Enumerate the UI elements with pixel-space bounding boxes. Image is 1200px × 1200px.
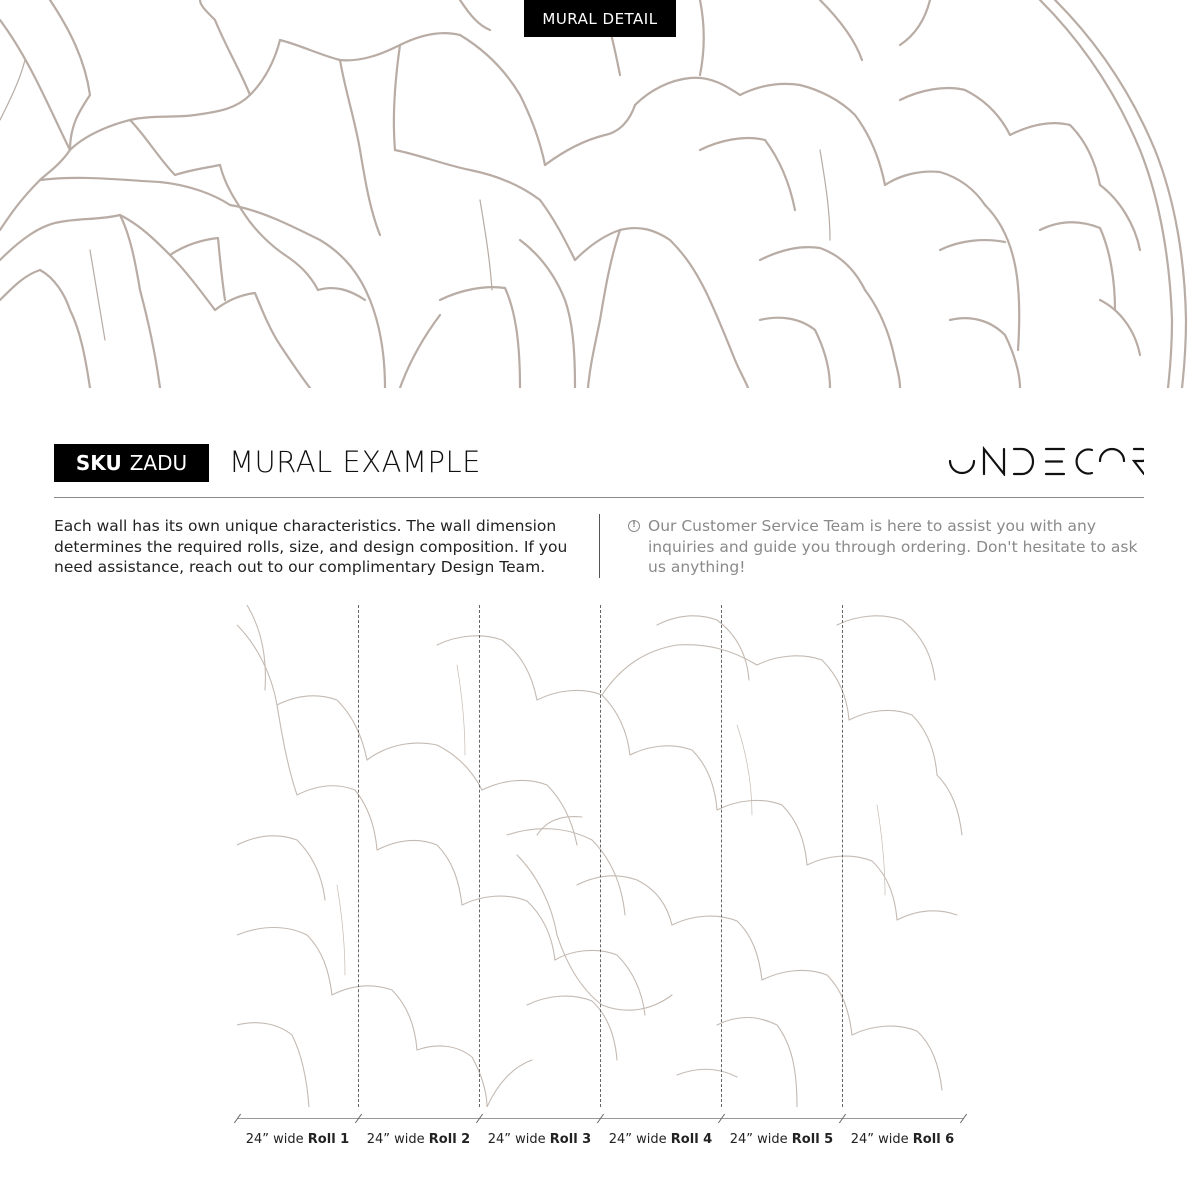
product-header: [54, 444, 1144, 498]
ondecor-logo-icon: [948, 446, 1144, 476]
roll-seam: [479, 605, 480, 1107]
roll-width: 24” wide: [850, 1132, 909, 1147]
sku-value: ZADU: [129, 451, 188, 475]
roll-label-2: [358, 1132, 479, 1147]
roll-name: Roll 6: [912, 1132, 955, 1147]
page-title: MURAL EXAMPLE: [229, 445, 481, 479]
brand-logo: [948, 446, 1144, 480]
mural-detail-badge: MURAL DETAIL: [524, 0, 676, 37]
roll-name: Roll 5: [791, 1132, 834, 1147]
roll-name: Roll 4: [670, 1132, 713, 1147]
mural-detail-image: [0, 0, 1200, 388]
roll-width: 24” wide: [245, 1132, 304, 1147]
info-circle-icon: !: [628, 520, 640, 532]
roll-seam: [358, 605, 359, 1107]
roll-label-6: [842, 1132, 963, 1147]
sku-label: SKU: [75, 451, 122, 475]
roll-width: 24” wide: [729, 1132, 788, 1147]
info-divider: [599, 514, 600, 578]
sku-badge: [54, 444, 209, 482]
roll-seam: [721, 605, 722, 1107]
roll-seam: [842, 605, 843, 1107]
customer-service-note: [628, 516, 1148, 578]
wall-info-text: Each wall has its own unique characteristics. The wall dimension determines the required rolls, size, and design composition. If you need assistance, reach out to our complimentary Design Team.: [54, 517, 568, 576]
roll-label-4: [600, 1132, 721, 1147]
floral-line-art: [0, 0, 1200, 388]
roll-width: 24” wide: [608, 1132, 667, 1147]
roll-name: Roll 3: [549, 1132, 592, 1147]
header-divider: [54, 497, 1144, 498]
roll-name: Roll 2: [428, 1132, 471, 1147]
roll-width: 24” wide: [487, 1132, 546, 1147]
customer-service-text: Our Customer Service Team is here to assist you with any inquiries and guide you through ordering. Don't hesitate to ask us anything!: [648, 517, 1138, 576]
roll-seam: [600, 605, 601, 1107]
roll-label-1: [237, 1132, 358, 1147]
roll-label-3: [479, 1132, 600, 1147]
roll-width: 24” wide: [366, 1132, 425, 1147]
roll-name: Roll 1: [307, 1132, 350, 1147]
roll-label-5: [721, 1132, 842, 1147]
